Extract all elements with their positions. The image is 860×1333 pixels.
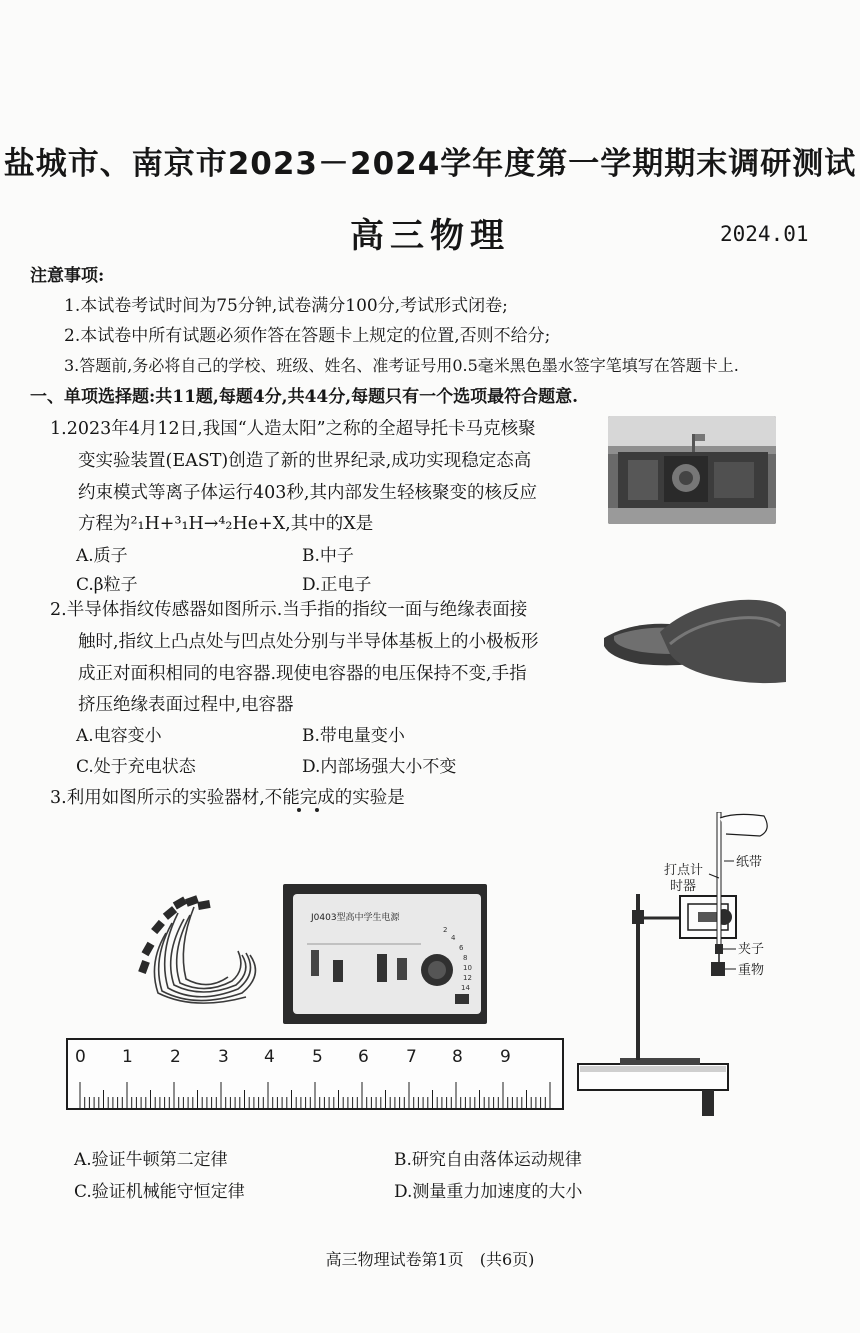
ruler-illustration bbox=[66, 1038, 564, 1110]
q2-option-a: A.电容变小 bbox=[76, 726, 162, 746]
dial-mark: 8 bbox=[463, 954, 468, 962]
notice-item: 1.本试卷考试时间为75分钟,试卷满分100分,考试形式闭卷; bbox=[64, 296, 508, 316]
dial-mark: 12 bbox=[463, 974, 472, 982]
ruler-number: 6 bbox=[358, 1047, 369, 1067]
q1-line: 变实验装置(EAST)创造了新的世界纪录,成功实现稳定态高 bbox=[78, 451, 532, 471]
ruler-number: 8 bbox=[452, 1047, 463, 1067]
ruler-number: 0 bbox=[75, 1047, 86, 1067]
dial-mark: 2 bbox=[443, 926, 448, 934]
q2-line: 挤压绝缘表面过程中,电容器 bbox=[78, 695, 294, 715]
ruler-number: 1 bbox=[122, 1047, 133, 1067]
q3-option-c: C.验证机械能守恒定律 bbox=[74, 1182, 245, 1202]
exam-date: 2024.01 bbox=[720, 222, 809, 246]
q1-line: 约束模式等离子体运行403秒,其内部发生轻核聚变的核反应 bbox=[78, 483, 537, 503]
notice-item: 3.答题前,务必将自己的学校、班级、姓名、准考证号用0.5毫米黑色墨水签字笔填写在答题卡上. bbox=[64, 356, 739, 375]
power-supply-photo bbox=[283, 884, 487, 1024]
q3-option-b: B.研究自由落体运动规律 bbox=[394, 1150, 582, 1170]
dial-mark: 6 bbox=[459, 944, 464, 952]
q2-line: 2.半导体指纹传感器如图所示.当手指的指纹一面与绝缘表面接 bbox=[50, 600, 528, 620]
emphasis-dot bbox=[315, 808, 319, 812]
ruler-number: 5 bbox=[312, 1047, 323, 1067]
apparatus-label-tape: 纸带 bbox=[736, 855, 763, 870]
section-heading: 一、单项选择题:共11题,每题4分,共44分,每题只有一个选项最符合题意. bbox=[30, 387, 579, 407]
q2-line: 触时,指纹上凸点处与凹点处分别与半导体基板上的小极板形 bbox=[78, 632, 539, 652]
fingerprint-sensor-photo bbox=[600, 594, 790, 690]
q1-option-b: B.中子 bbox=[302, 546, 354, 566]
apparatus-label-clip: 夹子 bbox=[738, 942, 765, 957]
q2-option-d: D.内部场强大小不变 bbox=[302, 757, 457, 777]
q3-option-a: A.验证牛顿第二定律 bbox=[74, 1150, 228, 1170]
free-fall-apparatus bbox=[576, 812, 786, 1122]
q1-option-a: A.质子 bbox=[76, 546, 128, 566]
q1-line: 方程为²₁H+³₁H→⁴₂He+X,其中的X是 bbox=[78, 514, 374, 534]
q2-option-b: B.带电量变小 bbox=[302, 726, 405, 746]
subject-title: 高三物理 bbox=[350, 216, 510, 256]
q1-line: 1.2023年4月12日,我国“人造太阳”之称的全超导托卡马克核聚 bbox=[50, 419, 536, 439]
ruler-number: 2 bbox=[170, 1047, 181, 1067]
wires-illustration bbox=[128, 893, 268, 1008]
ruler-number: 7 bbox=[406, 1047, 417, 1067]
q3-stem: 3.利用如图所示的实验器材,不能完成的实验是 bbox=[50, 788, 405, 808]
notice-heading: 注意事项: bbox=[30, 266, 105, 286]
apparatus-label-weight: 重物 bbox=[738, 963, 765, 978]
emphasis-dot bbox=[297, 808, 301, 812]
east-facility-photo bbox=[608, 416, 776, 524]
q1-option-c: C.β粒子 bbox=[76, 575, 138, 595]
ruler-number: 3 bbox=[218, 1047, 229, 1067]
power-supply-label: J0403型高中学生电源 bbox=[311, 913, 400, 923]
dial-mark: 10 bbox=[463, 964, 472, 972]
page-footer: 高三物理试卷第1页 (共6页) bbox=[325, 1250, 535, 1269]
q3-option-d: D.测量重力加速度的大小 bbox=[394, 1182, 583, 1202]
q2-option-c: C.处于充电状态 bbox=[76, 757, 196, 777]
dial-mark: 14 bbox=[461, 984, 470, 992]
exam-title: 盐城市、南京市2023－2024学年度第一学期期末调研测试 bbox=[3, 146, 857, 182]
q2-line: 成正对面积相同的电容器.现使电容器的电压保持不变,手指 bbox=[78, 664, 527, 684]
apparatus-label-timer: 时器 bbox=[670, 879, 697, 894]
dial-mark: 4 bbox=[451, 934, 456, 942]
ruler-number: 4 bbox=[264, 1047, 275, 1067]
apparatus-label-timer: 打点计 bbox=[664, 863, 704, 878]
notice-item: 2.本试卷中所有试题必须作答在答题卡上规定的位置,否则不给分; bbox=[64, 326, 551, 346]
ruler-number: 9 bbox=[500, 1047, 511, 1067]
q1-option-d: D.正电子 bbox=[302, 575, 372, 595]
